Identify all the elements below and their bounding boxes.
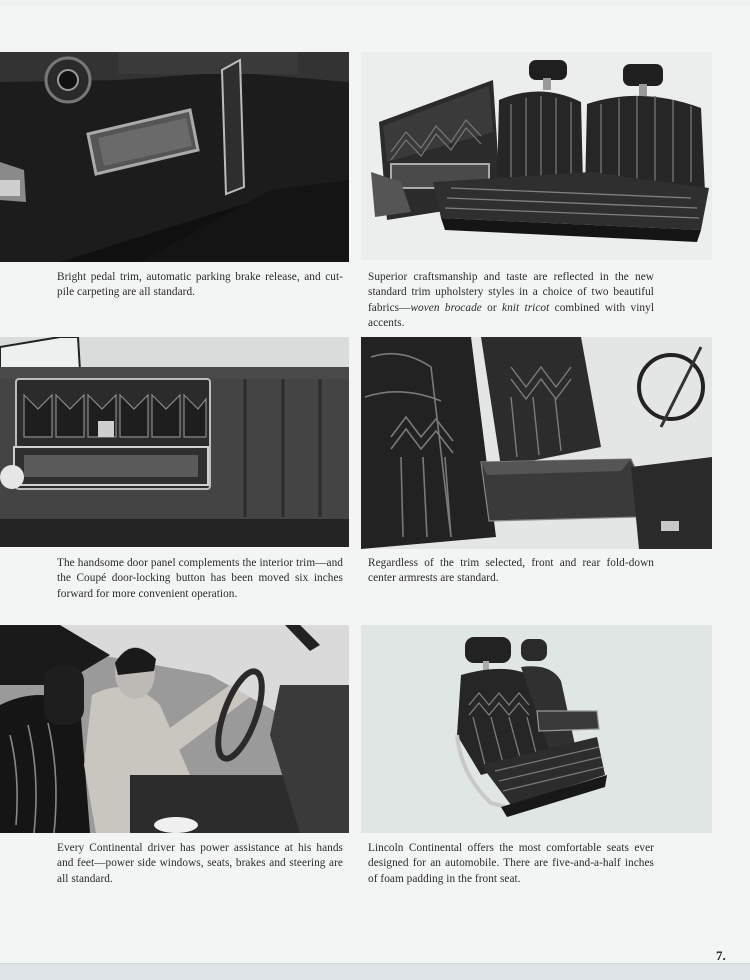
photo-comfort-seat — [361, 625, 712, 833]
caption-driver: Every Continental driver has power assistance at his hands and feet—power side windows, seats, brakes and steering are all standard. — [57, 842, 343, 885]
caption-fabric-tricot: knit tricot — [502, 301, 550, 314]
caption-fabric-joiner: or — [481, 301, 503, 314]
photo-seat-upholstery — [361, 52, 712, 260]
driver-image — [0, 625, 349, 833]
photo-driver — [0, 625, 349, 833]
comfort-seat-image — [361, 625, 712, 833]
page-top-edge — [0, 0, 750, 6]
caption-door-panel: The handsome door panel complements the interior trim—and the Coupé door-locking button has been moved six inches forward for more convenient operation. — [57, 557, 343, 600]
caption-comfort: Lincoln Continental offers the most comfortable seats ever designed for an automobile. There are five-and-a-half inches of foam padding in the front seat. — [368, 842, 654, 885]
page-bottom-edge — [0, 963, 750, 980]
caption-armrests: Regardless of the trim selected, front and rear fold-down center armrests are standard. — [368, 557, 654, 585]
caption-fabric-brocade: woven brocade — [410, 301, 482, 314]
caption-upholstery — [368, 270, 654, 332]
armrest-image — [361, 337, 712, 549]
photo-door-panel — [0, 337, 349, 547]
pedal-area-image — [0, 52, 349, 262]
door-panel-image — [0, 337, 349, 547]
photo-pedal-area — [0, 52, 349, 262]
caption-pedal-trim: Bright pedal trim, automatic parking brake release, and cut-pile carpeting are all standard. — [57, 271, 343, 299]
caption-upholstery-outro: combined with vinyl accents. — [368, 301, 655, 330]
seat-upholstery-image — [361, 52, 712, 260]
photo-armrest — [361, 337, 712, 549]
page-number: 7. — [716, 948, 726, 963]
caption-upholstery-intro: Superior craftsmanship and taste are reflected in the new standard trim upholstery styles in a choice of two beautiful fabrics— — [368, 271, 654, 314]
